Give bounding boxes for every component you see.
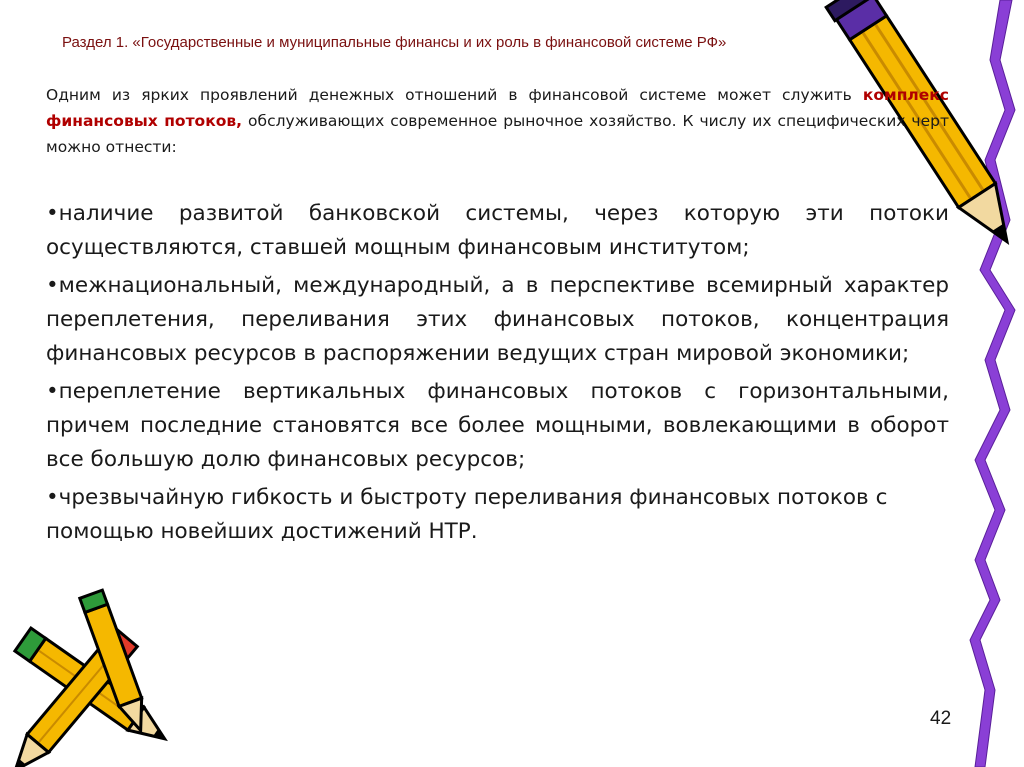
intro-text-part1: Одним из ярких проявлений денежных отношений в финансовой системе может служить <box>46 86 852 104</box>
intro-paragraph <box>46 82 949 160</box>
intro-text-part2: обслуживающих современное рыночное хозяйство. К числу их специфических черт можно отнести: <box>46 112 949 156</box>
bullet-item: •наличие развитой банковской системы, через которую эти потоки осуществляются, ставшей мощным финансовым институтом; <box>46 201 949 260</box>
page-number: 42 <box>930 708 952 729</box>
bullet-item: •переплетение вертикальных финансовых потоков с горизонтальными, причем последние становятся все более мощными, вовлекающими в оборот все большую долю финансовых ресурсов; <box>46 379 949 472</box>
slide-heading: Раздел 1. «Государственные и муниципальные финансы и их роль в финансовой системе РФ» <box>62 34 727 51</box>
pencils-crossed-icon <box>5 590 173 767</box>
intro-highlight: комплекс финансовых потоков, <box>46 86 949 130</box>
ribbon-squiggle-icon <box>970 0 1015 767</box>
bullet-list <box>46 197 949 553</box>
bullet-item: •чрезвычайную гибкость и быстроту переливания финансовых потоков с помощью новейших достижений НТР. <box>46 485 888 544</box>
bullet-item: •межнациональный, международный, а в перспективе всемирный характер переплетения, переливания этих финансовых потоков, концентрация финансовых ресурсов в распоряжении ведущих стран мировой экономики; <box>46 273 949 366</box>
